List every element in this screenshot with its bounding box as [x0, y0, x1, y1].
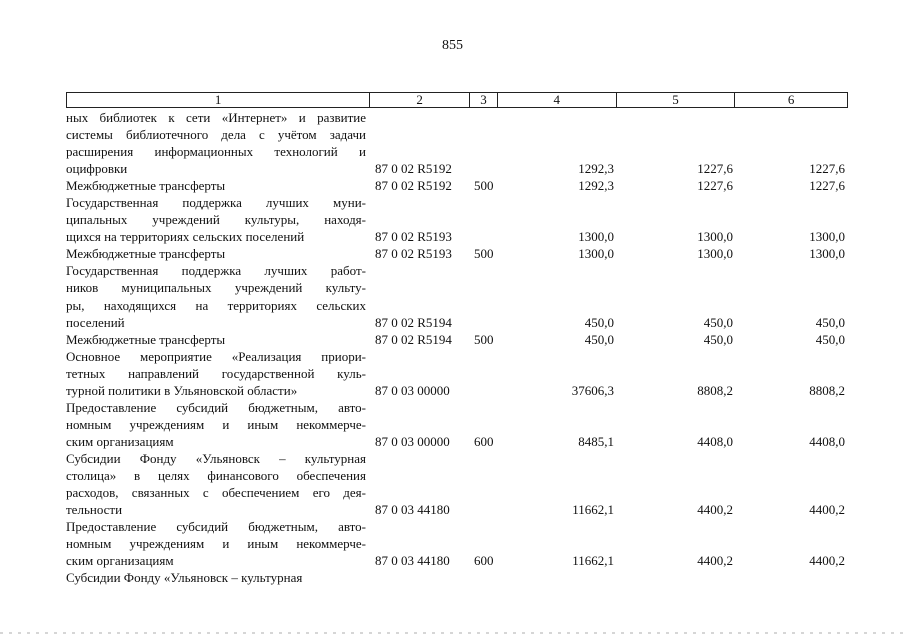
value-col-5: 450,0: [703, 314, 733, 330]
target-article-code: 87 0 02 R5192: [375, 161, 452, 177]
value-col-6: 450,0: [815, 331, 845, 347]
description-line: Основное мероприятие «Реализация приори-: [66, 348, 366, 364]
table-row: [66, 109, 848, 177]
budget-table-body: [66, 109, 848, 586]
target-article-code: 87 0 02 R5192: [375, 178, 452, 194]
row-description: [66, 399, 370, 450]
value-col-4: 450,0: [584, 314, 614, 330]
value-col-4: 1300,0: [578, 229, 614, 245]
value-col-6: 450,0: [815, 314, 845, 330]
value-col-6: 8808,2: [809, 382, 845, 398]
table-row: [66, 348, 848, 399]
expense-type-code: 600: [474, 433, 494, 449]
description-line: тетных направлений государственной куль-: [66, 365, 366, 381]
description-line: Предоставление субсидий бюджетным, авто-: [66, 399, 366, 415]
row-description: [66, 331, 370, 348]
value-col-5: 8808,2: [697, 382, 733, 398]
description-line: поселений: [66, 314, 125, 330]
target-article-code: 87 0 03 44180: [375, 553, 450, 569]
row-description: [66, 245, 370, 262]
description-line: Межбюджетные трансферты: [66, 178, 226, 194]
description-line: номным учреждениям и иным некоммерче-: [66, 416, 366, 432]
header-col-2: 2: [370, 93, 470, 107]
value-col-6: 1227,6: [809, 178, 845, 194]
value-col-5: 450,0: [703, 331, 733, 347]
target-article-code: 87 0 02 R5194: [375, 314, 452, 330]
table-row: [66, 262, 848, 330]
value-col-5: 1227,6: [697, 178, 733, 194]
table-row: [66, 569, 848, 586]
table-row: [66, 177, 848, 194]
description-line: системы библиотечного дела с учётом задачи: [66, 127, 366, 143]
description-line: ским организациям: [66, 433, 174, 449]
description-line: Государственная поддержка лучших муни-: [66, 195, 366, 211]
description-line: расширения информационных технологий и: [66, 144, 366, 160]
description-line: Межбюджетные трансферты: [66, 331, 226, 347]
table-row: [66, 331, 848, 348]
value-col-5: 4400,2: [697, 553, 733, 569]
row-description: [66, 177, 370, 194]
target-article-code: 87 0 03 44180: [375, 502, 450, 518]
expense-type-code: 500: [474, 178, 494, 194]
row-description: [66, 569, 370, 586]
description-line: тельности: [66, 502, 123, 518]
description-line: Государственная поддержка лучших работ-: [66, 263, 366, 279]
value-col-4: 11662,1: [572, 502, 614, 518]
expense-type-code: 600: [474, 553, 494, 569]
value-col-4: 450,0: [584, 331, 614, 347]
value-col-6: 4400,2: [809, 502, 845, 518]
target-article-code: 87 0 02 R5193: [375, 246, 452, 262]
value-col-5: 1227,6: [697, 161, 733, 177]
expense-type-code: 500: [474, 246, 494, 262]
description-line: турной политики в Ульяновской области»: [66, 382, 298, 398]
value-col-6: 1300,0: [809, 246, 845, 262]
description-line: оцифровки: [66, 161, 128, 177]
table-row: [66, 450, 848, 518]
table-row: [66, 518, 848, 569]
value-col-4: 37606,3: [571, 382, 614, 398]
description-line: Субсидии Фонду «Ульяновск – культурная: [66, 570, 303, 586]
value-col-6: 4408,0: [809, 433, 845, 449]
value-col-4: 8485,1: [578, 433, 614, 449]
table-row: [66, 245, 848, 262]
value-col-6: 1227,6: [809, 161, 845, 177]
row-description: [66, 348, 370, 399]
description-line: ников муниципальных учреждений культу-: [66, 280, 366, 296]
table-row: [66, 399, 848, 450]
value-col-6: 4400,2: [809, 553, 845, 569]
value-col-5: 4408,0: [697, 433, 733, 449]
value-col-6: 1300,0: [809, 229, 845, 245]
value-col-4: 1292,3: [578, 178, 614, 194]
value-col-5: 4400,2: [697, 502, 733, 518]
expense-type-code: 500: [474, 331, 494, 347]
description-line: расходов, связанных с обеспечением его дея-: [66, 485, 366, 501]
value-col-4: 1300,0: [578, 246, 614, 262]
description-line: столица» в целях финансового обеспечения: [66, 467, 366, 483]
target-article-code: 87 0 03 00000: [375, 433, 450, 449]
header-col-4: 4: [498, 93, 617, 107]
row-description: [66, 262, 370, 330]
description-line: Межбюджетные трансферты: [66, 246, 226, 262]
table-row: [66, 194, 848, 245]
row-description: [66, 450, 370, 518]
target-article-code: 87 0 03 00000: [375, 382, 450, 398]
description-line: ры, находящихся на территориях сельских: [66, 297, 366, 313]
table-header: [66, 92, 848, 108]
scan-edge-artifact: [0, 632, 905, 634]
header-col-1: 1: [67, 93, 370, 107]
description-line: ским организациям: [66, 553, 174, 569]
row-description: [66, 518, 370, 569]
description-line: Предоставление субсидий бюджетным, авто-: [66, 519, 366, 535]
target-article-code: 87 0 02 R5193: [375, 229, 452, 245]
description-line: ных библиотек к сети «Интернет» и развитие: [66, 110, 366, 125]
header-col-6: 6: [787, 92, 795, 107]
row-description: [66, 109, 370, 177]
header-col-3: 3: [470, 93, 498, 107]
description-line: Субсидии Фонду «Ульяновск – культурная: [66, 450, 366, 466]
description-line: щихся на территориях сельских поселений: [66, 229, 305, 245]
description-line: номным учреждениям и иным некоммерче-: [66, 536, 366, 552]
target-article-code: 87 0 02 R5194: [375, 331, 452, 347]
row-description: [66, 194, 370, 245]
value-col-4: 11662,1: [572, 553, 614, 569]
page-number: 855: [442, 38, 463, 53]
value-col-5: 1300,0: [697, 246, 733, 262]
value-col-4: 1292,3: [578, 161, 614, 177]
value-col-5: 1300,0: [697, 229, 733, 245]
description-line: ципальных учреждений культуры, находя-: [66, 212, 366, 228]
header-col-5: 5: [617, 93, 736, 107]
